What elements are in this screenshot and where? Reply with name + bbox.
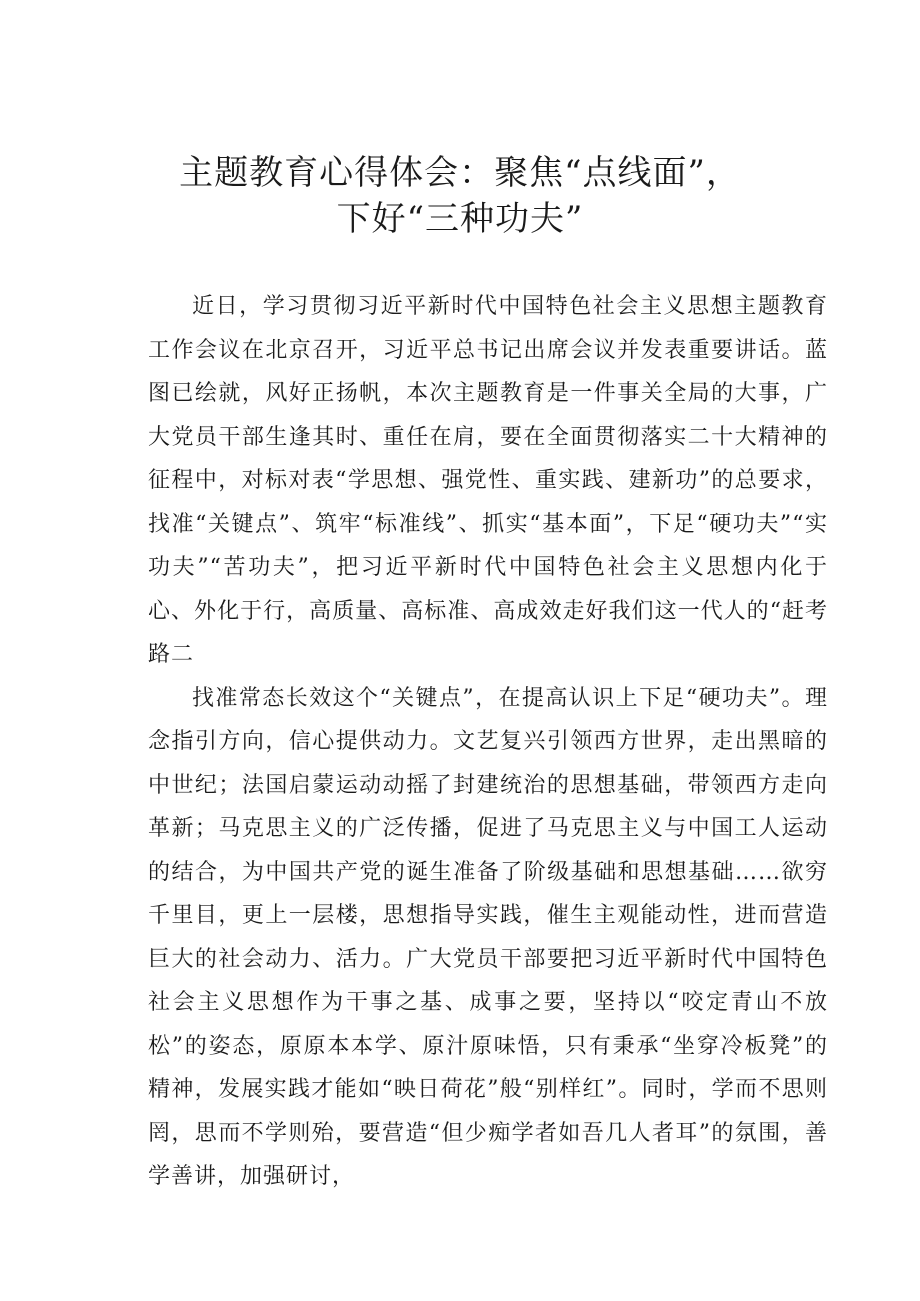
document-title — [100, 150, 820, 242]
paragraph-intro: 近日，学习贯彻习近平新时代中国特色社会主义思想主题教育工作会议在北京召开，习近平总书记出席会议并发表重要讲话。蓝图已绘就，风好正扬帆，本次主题教育是一件事关全局的大事，广大党员干部生逢其时、重任在肩，要在全面贯彻落实二十大精神的征程中，对标对表“学思想、强党性、重实践、建新功”的总要求，找准“关键点”、筑牢“标准线”、抓实“基本面”，下足“硬功夫”“实功夫”“苦功夫”，把习近平新时代中国特色社会主义思想内化于心、外化于行，高质量、高标准、高成效走好我们这一代人的“赶考路二 — [148, 294, 828, 667]
document-body — [148, 285, 828, 1199]
title-line-2: 下好“三种功夫” — [336, 199, 584, 239]
paragraph-key-point: 找准常态长效这个“关键点”，在提高认识上下足“硬功夫”。理念指引方向，信心提供动力。文艺复兴引领西方世界，走出黑暗的中世纪；法国启蒙运动动摇了封建统治的思想基础，带领西方走向革新；马克思主义的广泛传播，促进了马克思主义与中国工人运动的结合，为中国共产党的诞生准备了阶级基础和思想基础……欲穷千里目，更上一层楼，思想指导实践，催生主观能动性，进而营造巨大的社会动力、活力。广大党员干部要把习近平新时代中国特色社会主义思想作为干事之基、成事之要，坚持以“咬定青山不放松”的姿态，原原本本学、原汁原味悟，只有秉承“坐穿冷板凳”的精神，发展实践才能如“映日荷花”般“别样红”。同时，学而不思则罔，思而不学则殆，要营造“但少痴学者如吾几人者耳”的氛围，善学善讲，加强研讨， — [148, 685, 828, 1189]
title-line-1: 主题教育心得体会：聚焦“点线面”， — [179, 153, 741, 193]
